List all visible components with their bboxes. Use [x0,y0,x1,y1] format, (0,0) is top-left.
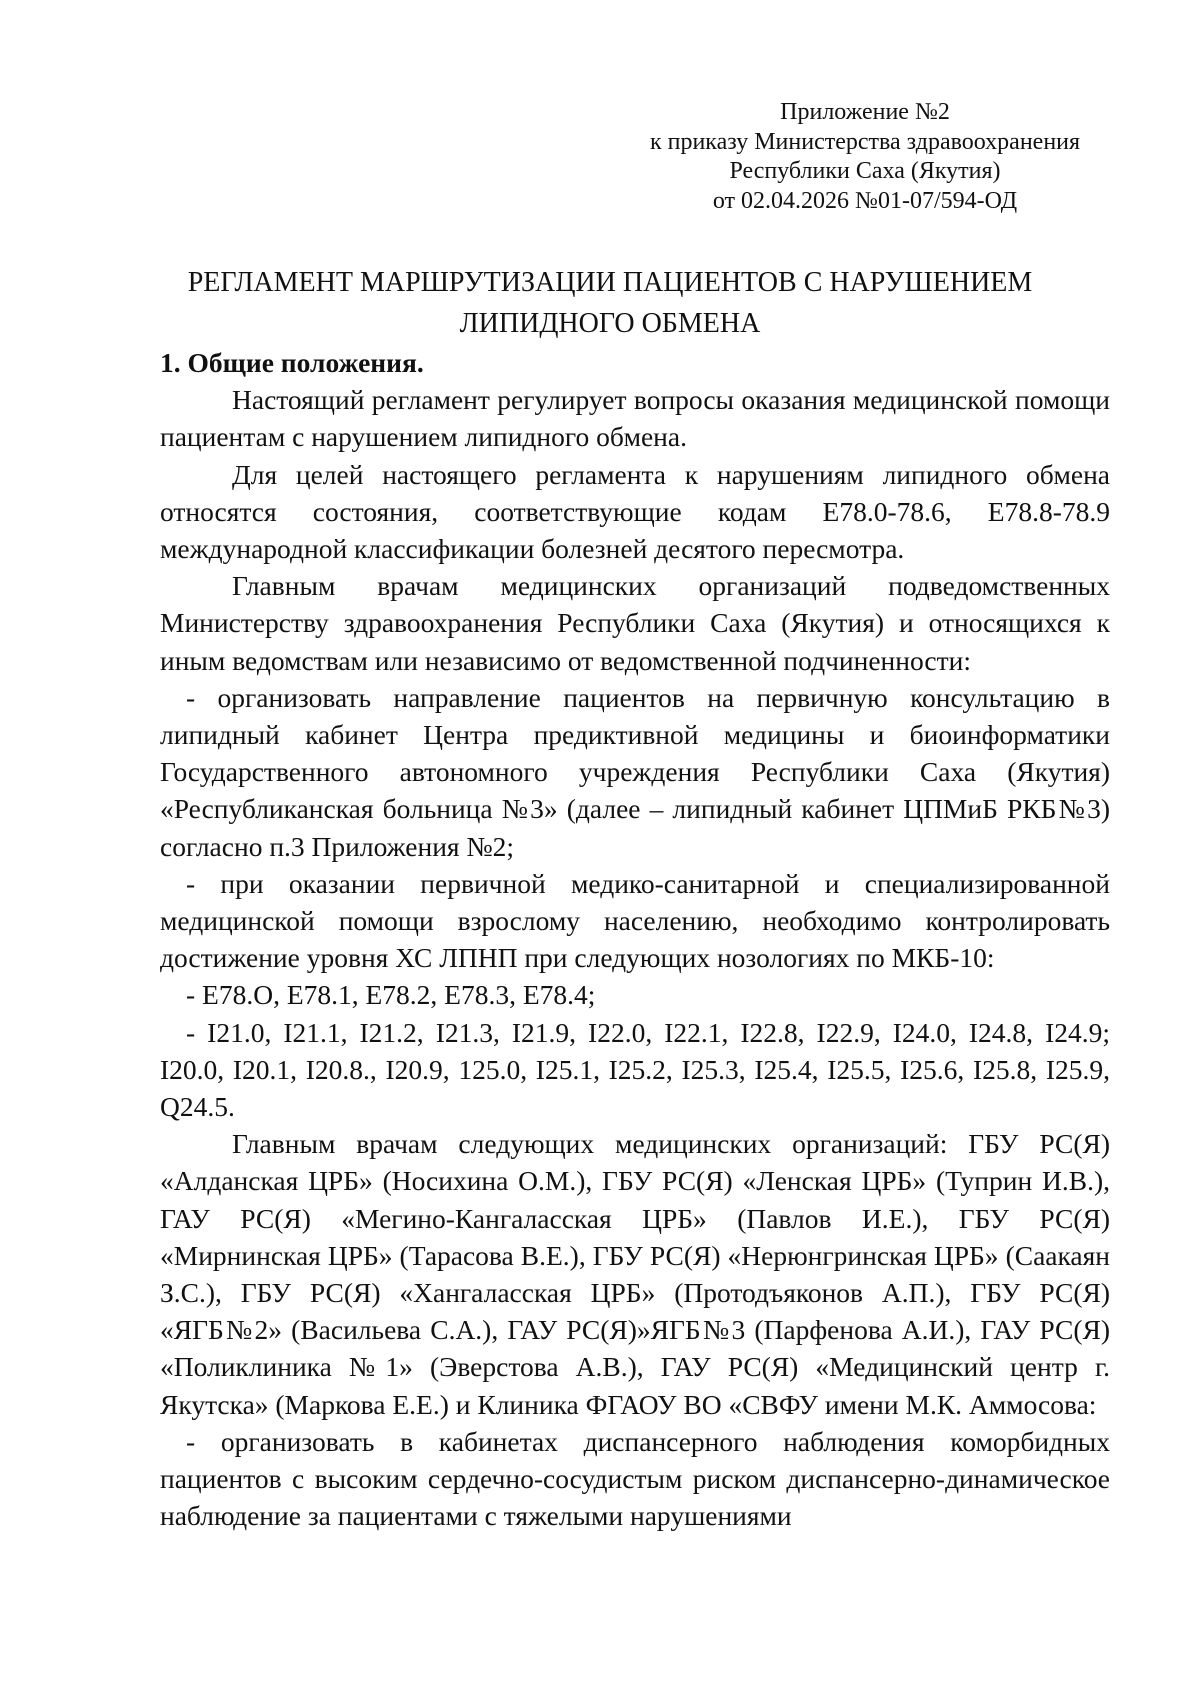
appendix-line: Приложение №2 [780,99,950,125]
title-line: ЛИПИДНОГО ОБМЕНА [459,308,761,339]
title-line: РЕГЛАМЕНТ МАРШРУТИЗАЦИИ ПАЦИЕНТОВ С НАРУШЕНИЕМ [187,267,1033,298]
list-item: - I21.0, I21.1, I21.2, I21.3, I21.9, I22.0, I22.1, I22.8, I22.9, I24.0, I24.8, I24.9; I20.0, I20.1, I20.8., I20.9, 125.0, I25.1, I25.2, I25.3, I25.4, I25.5, I25.6, I25.8, I25.9, Q24.5. [160,1016,1110,1123]
section-heading: 1. Общие положения. [160,347,424,378]
appendix-line: от 02.04.2026 №01-07/594-ОД [712,187,1018,214]
list-item: - организовать направление пациентов на первичную консультацию в липидный кабинет Центра предиктивной медицины и биоинформатики Государственного автономного учреждения Республики Саха (Якутия) «Республиканская больница №3» (далее – липидный кабинет ЦПМиБ РКБ№3) согласно п.3 Приложения №2; [160,681,1110,862]
appendix-line: к приказу Министерства здравоохранения [649,128,1081,155]
paragraph: Главным врачам медицинских организаций подведомственных Министерству здравоохранения Республики Саха (Якутия) и относящихся к иным ведомствам или независимо от ведомственной подчиненности: [160,570,1110,676]
document-title [150,262,1070,344]
paragraph: Главным врачам следующих медицинских организаций: ГБУ РС(Я) «Алданская ЦРБ» (Носихина О.М.), ГБУ РС(Я) «Ленская ЦРБ» (Туприн И.В.), ГАУ РС(Я) «Мегино-Кангаласская ЦРБ» (Павлов И.Е.), ГБУ РС(Я) «Мирнинская ЦРБ» (Тарасова В.Е.), ГБУ РС(Я) «Нерюнгринская ЦРБ» (Саакаян З.С.), ГБУ РС(Я) «Хангаласская ЦРБ» (Протодъяконов А.П.), ГБУ РС(Я) «ЯГБ№2» (Васильева С.А.), ГАУ РС(Я)»ЯГБ№3 (Парфенова А.И.), ГАУ РС(Я) «Поликлиника №1» (Эверстова А.В.), ГАУ РС(Я) «Медицинский центр г. Якутска» (Маркова Е.Е.) и Клиника ФГАОУ ВО «СВФУ имени М.К. Аммосова: [160,1128,1110,1420]
list-item: - Е78.О, Е78.1, Е78.2, Е78.3, Е78.4; [186,979,596,1011]
paragraph: Для целей настоящего регламента к нарушениям липидного обмена относятся состояния, соответствующие кодам Е78.0-78.6, Е78.8-78.9 международной классификации болезней десятого пересмотра. [160,458,1110,565]
appendix-line: Республики Саха (Якутия) [729,158,1001,184]
paragraph: Настоящий регламент регулирует вопросы оказания медицинской помощи пациентам с нарушением липидного обмена. [160,384,1110,453]
document-body [160,344,1110,1535]
list-item: - при оказании первичной медико-санитарной и специализированной медицинской помощи взрослому населению, необходимо контролировать достижение уровня ХС ЛПНП при следующих нозологиях по МКБ-10: [160,867,1110,974]
appendix-header [620,98,1110,216]
list-item: - организовать в кабинетах диспансерного наблюдения коморбидных пациентов с высоким сердечно-сосудистым риском диспансерно-динамическое наблюдение за пациентами с тяжелыми нарушениями [160,1425,1110,1532]
